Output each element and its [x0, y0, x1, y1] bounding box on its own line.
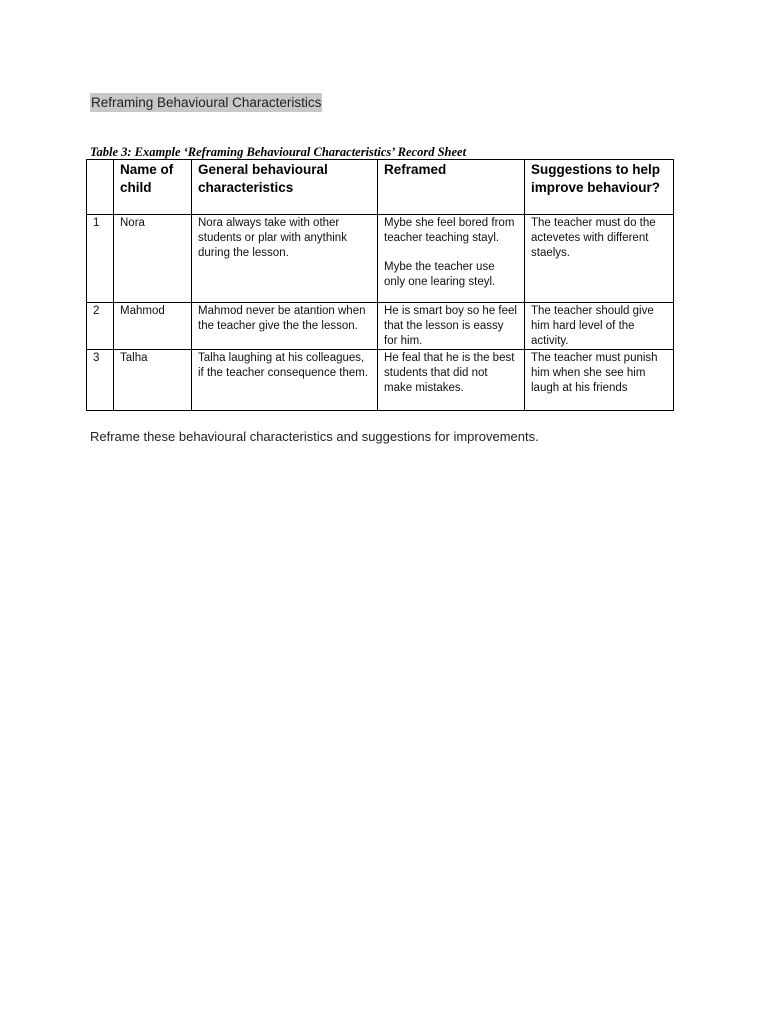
- child-name: Mahmod: [114, 303, 192, 350]
- table-caption: Table 3: Example ‘Reframing Behavioural Characteristics’ Record Sheet: [90, 145, 467, 159]
- suggestions-cell: The teacher must punish him when she see him laugh at his friends: [525, 350, 674, 411]
- header-reframed: Reframed: [378, 160, 525, 215]
- general-characteristics: Mahmod never be atantion when the teacher give the the lesson.: [192, 303, 378, 350]
- child-name: Talha: [114, 350, 192, 411]
- general-characteristics: Talha laughing at his colleagues, if the teacher consequence them.: [192, 350, 378, 411]
- reframed-cell: [378, 303, 525, 350]
- header-number: [87, 160, 114, 215]
- header-suggestions: Suggestions to help improve behaviour?: [525, 160, 674, 215]
- table-row: [87, 303, 674, 350]
- row-number: 1: [87, 215, 114, 303]
- table-row: [87, 350, 674, 411]
- header-name-of-child: Name of child: [114, 160, 192, 215]
- row-number: 3: [87, 350, 114, 411]
- reframed-paragraph: He is smart boy so he feel that the lesson is eassy for him.: [384, 305, 517, 347]
- reframed-paragraph: Mybe she feel bored from teacher teaching stayl.: [384, 217, 515, 244]
- reframed-cell: [378, 215, 525, 303]
- record-sheet-table: [86, 159, 674, 411]
- general-characteristics: Nora always take with other students or plar with anythink during the lesson.: [192, 215, 378, 303]
- suggestions-cell: The teacher should give him hard level of the activity.: [525, 303, 674, 350]
- child-name: Nora: [114, 215, 192, 303]
- row-number: 2: [87, 303, 114, 350]
- reframed-paragraph: Mybe the teacher use only one learing steyl.: [384, 261, 496, 288]
- instruction-text: Reframe these behavioural characteristics and suggestions for improvements.: [90, 429, 539, 444]
- table-row: [87, 215, 674, 303]
- table-header-row: [87, 160, 674, 215]
- reframed-paragraph: He feal that he is the best students that did not make mistakes.: [384, 352, 515, 394]
- suggestions-cell: The teacher must do the actevetes with different staelys.: [525, 215, 674, 303]
- page-heading: Reframing Behavioural Characteristics: [91, 95, 322, 110]
- reframed-cell: [378, 350, 525, 411]
- header-general-characteristics: General behavioural characteristics: [192, 160, 378, 215]
